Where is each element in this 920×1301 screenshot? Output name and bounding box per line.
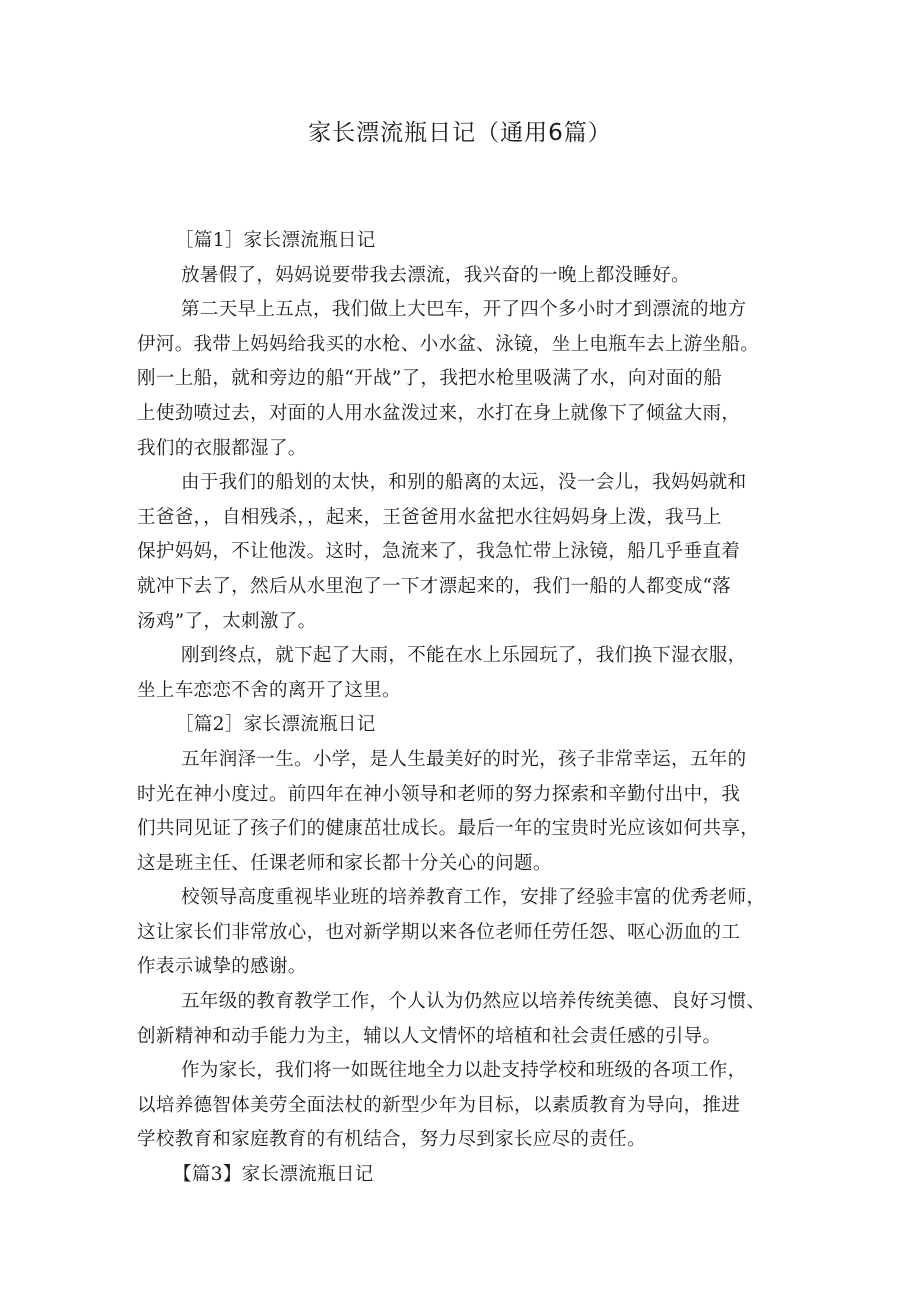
body-text-line: 学校教育和家庭教育的有机结合，努力尽到家长应尽的责任。 bbox=[137, 1129, 646, 1151]
body-text-line: 作表示诚挚的感谢。 bbox=[137, 956, 307, 978]
body-text-line: 我们的衣服都湿了。 bbox=[137, 437, 307, 459]
body-text-line: 五年润泽一生。小学，是人生最美好的时光，孩子非常幸运，五年的 bbox=[181, 748, 747, 770]
body-text-line: 以培养德智体美劳全面法杖的新型少年为目标，以素质教育为导向，推进 bbox=[137, 1094, 741, 1116]
section-heading: 【篇3】家长漂流瓶日记 bbox=[173, 1164, 374, 1186]
body-text-line: 这是班主任、任课老师和家长都十分关心的问题。 bbox=[137, 852, 552, 874]
body-text-line: 作为家长，我们将一如既往地全力以赴支持学校和班级的各项工作， bbox=[181, 1060, 747, 1082]
section-heading: ［篇2］家长漂流瓶日记 bbox=[175, 714, 376, 736]
body-text-line: 上使劲喷过去，对面的人用水盆泼过来，水打在身上就像下了倾盆大雨， bbox=[137, 402, 741, 424]
body-text-line: 保护妈妈，不让他泼。这时，急流来了，我急忙带上泳镜，船几乎垂直着 bbox=[137, 541, 741, 563]
body-text-line: 王爸爸，，自相残杀，，起来，王爸爸用水盆把水往妈妈身上泼，我马上 bbox=[137, 506, 722, 528]
page-title: 家长漂流瓶日记（通用6篇） bbox=[308, 120, 612, 146]
body-text-line: 第二天早上五点，我们做上大巴车，开了四个多小时才到漂流的地方 bbox=[181, 299, 747, 321]
body-text-line: 坐上车恋恋不舍的离开了这里。 bbox=[137, 679, 401, 701]
body-text-line: 就冲下去了，然后从水里泡了一下才漂起来的，我们一船的人都变成“落 bbox=[137, 575, 732, 597]
body-text-line: 刚一上船，就和旁边的船“开战”了，我把水枪里吸满了水，向对面的船 bbox=[137, 368, 723, 390]
section-heading: ［篇1］家长漂流瓶日记 bbox=[175, 230, 376, 251]
document-body bbox=[137, 224, 802, 1193]
body-text-line: 刚到终点，就下起了大雨，不能在水上乐园玩了，我们换下湿衣服， bbox=[181, 645, 747, 667]
body-text-line: 时光在神小度过。前四年在神小领导和老师的努力探索和辛勤付出中，我 bbox=[137, 783, 741, 805]
body-text-line: 汤鸡”了，太刺激了。 bbox=[137, 610, 317, 632]
body-text-line: 这让家长们非常放心，也对新学期以来各位老师任劳任怨、呕心沥血的工 bbox=[137, 921, 741, 943]
body-text-line: 伊河。我带上妈妈给我买的水枪、小水盆、泳镜，坐上电瓶车去上游坐船。 bbox=[137, 333, 760, 355]
body-text-line: 由于我们的船划的太快，和别的船离的太远，没一会儿，我妈妈就和 bbox=[181, 472, 747, 494]
body-text-line: 创新精神和动手能力为主，辅以人文情怀的培植和社会责任感的引导。 bbox=[137, 1025, 722, 1047]
body-text-line: 校领导高度重视毕业班的培养教育工作，安排了经验丰富的优秀老师， bbox=[181, 887, 766, 909]
body-text-line: 们共同见证了孩子们的健康茁壮成长。最后一年的宝贵时光应该如何共享， bbox=[137, 818, 760, 840]
body-text-line: 放暑假了，妈妈说要带我去漂流，我兴奋的一晚上都没睡好。 bbox=[181, 264, 690, 286]
body-text-line: 五年级的教育教学工作，个人认为仍然应以培养传统美德、良好习惯、 bbox=[181, 991, 766, 1013]
